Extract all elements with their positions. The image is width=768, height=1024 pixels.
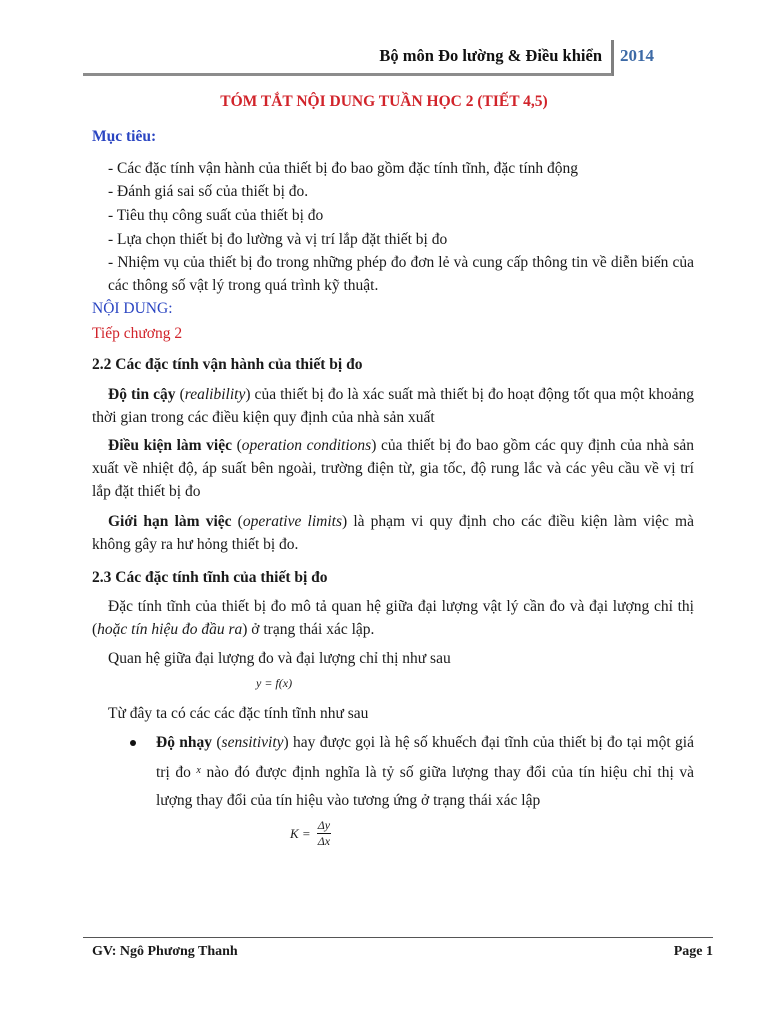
objective-item-4: - Lựa chọn thiết bị đo lường và vị trí lắp đặt thiết bị đo	[108, 231, 448, 248]
formula-y-fx: y = f(x)	[256, 676, 293, 690]
from-here-text: Từ đây ta có các các đặc tính tĩnh như sau	[108, 705, 369, 722]
content-heading: NỘI DUNG:	[92, 300, 173, 317]
objective-item-2: - Đánh giá sai số của thiết bị đo.	[108, 183, 309, 200]
formula-k-numerator: Δy	[317, 818, 331, 832]
footer-author: GV: Ngô Phương Thanh	[92, 944, 238, 959]
formula-k	[290, 818, 331, 849]
relation-text: Quan hệ giữa đại lượng đo và đại lượng chỉ thị như sau	[108, 650, 451, 667]
formula-k-denominator: Δx	[317, 834, 331, 848]
reliability-text: của thiết bị đo là xác suất mà thiết bị đo hoạt động tốt qua một khoảng thời gian trong các điều kiện quy định của nhà sản xuất	[92, 386, 694, 426]
page-number: Page 1	[673, 944, 713, 959]
bullet-icon	[130, 740, 136, 746]
chapter-label: Tiếp chương 2	[92, 325, 183, 342]
limits-text: là phạm vi quy định cho các điều kiện làm việc mà không gây ra hư hỏng thiết bị đo.	[92, 513, 694, 553]
limits-paragraph: Giới hạn làm việc (operative limits) là phạm vi quy định cho các điều kiện làm việc mà không gây ra hư hỏng thiết bị đo.	[92, 513, 694, 553]
formula-k-fraction	[317, 818, 331, 849]
formula-k-lhs: K =	[290, 825, 311, 841]
conditions-en: operation conditions	[241, 437, 372, 454]
document-title: TÓM TẮT NỘI DUNG TUẦN HỌC 2 (TIẾT 4,5)	[220, 93, 548, 110]
section-2-3-heading: 2.3 Các đặc tính tĩnh của thiết bị đo	[92, 569, 328, 586]
conditions-paragraph: Điều kiện làm việc (operation conditions) của thiết bị đo bao gồm các quy định của nhà sản xuất về nhiệt độ, áp suất bên ngoài, trường điện từ, gia tốc, độ rung lắc và các yêu cầu về vị trí lắp đặt thiết bị đo	[92, 437, 695, 500]
reliability-paragraph: Độ tin cậy (realibility) của thiết bị đo là xác suất mà thiết bị đo hoạt động tốt qua một khoảng thời gian trong các điều kiện quy định của nhà sản xuất	[92, 386, 694, 426]
static-intro-b: ) ở trạng thái xác lập.	[242, 621, 375, 638]
header-rule	[83, 73, 612, 76]
footer-rule	[83, 937, 713, 938]
header-year: 2014	[620, 46, 654, 65]
conditions-text: của thiết bị đo bao gồm các quy định của nhà sản xuất về nhiệt độ, áp suất bên ngoài, trường điện từ, gia tốc, độ rung lắc và các yêu cầu về vị trí lắp đặt thiết bị đo	[92, 437, 695, 500]
reliability-en: realibility	[184, 386, 246, 403]
limits-term: Giới hạn làm việc	[108, 513, 232, 530]
objective-item-1: - Các đặc tính vận hành của thiết bị đo bao gồm đặc tính tĩnh, đặc tính động	[108, 160, 579, 177]
objective-item-5	[108, 251, 694, 297]
reliability-term: Độ tin cậy	[108, 386, 176, 403]
conditions-term: Điều kiện làm việc	[108, 437, 232, 454]
sensitivity-term: Độ nhạy	[156, 734, 213, 751]
section-2-2-heading: 2.2 Các đặc tính vận hành của thiết bị đo	[92, 356, 363, 373]
header-title: Bộ môn Đo lường & Điều khiển	[379, 46, 602, 65]
objective-item-5-text: - Nhiệm vụ của thiết bị đo trong những phép đo đơn lẻ và cung cấp thông tin về diễn biến của các thông số vật lý trong quá trình kỹ thuật.	[108, 254, 694, 294]
static-intro-paragraph	[92, 595, 694, 641]
header-divider	[611, 40, 614, 76]
objective-item-3: - Tiêu thụ công suất của thiết bị đo	[108, 207, 324, 224]
sensitivity-text-a: hay được gọi là hệ số khuếch đại tĩnh của thiết bị đo tại một giá trị đo	[156, 734, 694, 781]
sensitivity-en: sensitivity	[221, 734, 284, 751]
static-intro-italic: hoặc tín hiệu đo đầu ra	[97, 621, 243, 638]
static-intro-a: Đặc tính tĩnh của thiết bị đo mô tả quan hệ giữa đại lượng vật lý cần đo và đại lượng chỉ thị (	[92, 598, 694, 638]
sensitivity-text-b: nào đó được định nghĩa là tỷ số giữa lượng thay đổi của tín hiệu chỉ thị và lượng thay đổi của tín hiệu vào tương ứng ở trạng thái xác lập	[156, 764, 694, 809]
limits-en: operative limits	[242, 513, 342, 530]
sensitivity-paragraph: Độ nhạy (sensitivity) hay được gọi là hệ số khuếch đại tĩnh của thiết bị đo tại một giá trị đo $^x$ nào đó được định nghĩa là tỷ số giữa lượng thay đổi của tín hiệu chỉ thị và lượng thay đổi của tín hiệu vào tương ứng ở trạng thái xác lập	[156, 734, 694, 809]
sensitivity-var: x	[196, 765, 201, 776]
objectives-heading: Mục tiêu:	[92, 128, 157, 145]
